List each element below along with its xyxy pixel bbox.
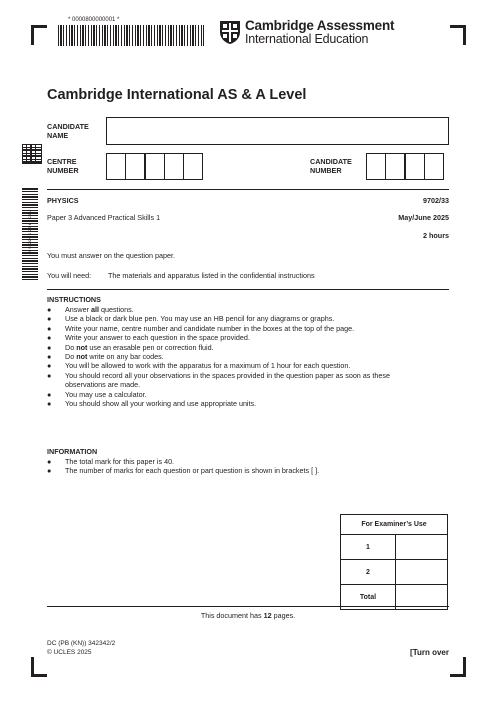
crop-mark-top-right [463,25,466,45]
crop-mark-top-left [31,25,34,45]
candidate-number-label: CANDIDATE NUMBER [310,157,352,175]
instructions-list [47,305,419,408]
examiner-mark-cell[interactable] [396,560,448,585]
information-list [47,457,419,476]
side-barcode-text: * 6 5 0 4 8 5 5 6 5 5 5 0 * [27,210,33,255]
centre-number-digit[interactable] [125,153,145,180]
examiner-row-label: Total [341,585,396,610]
qr-code [22,144,42,164]
copyright: © UCLES 2025 [47,649,92,656]
examiner-row-label: 1 [341,535,396,560]
instruction-item: ● You will be allowed to work with the apparatus for a maximum of 1 hour for each question. [47,361,351,371]
instruction-item: ● Do not write on any bar codes. [47,352,164,362]
examiner-table [340,514,448,610]
centre-number-digit[interactable] [164,153,184,180]
examiner-table-header: For Examiner’s Use [341,515,448,535]
candidate-number-digit[interactable] [385,153,405,180]
top-barcode [58,25,204,46]
candidate-name-field[interactable] [106,117,449,145]
turn-over: [Turn over [410,648,449,657]
crop-mark-top-left [31,25,47,28]
examiner-mark-cell[interactable] [396,535,448,560]
page-count: This document has 12 pages. [200,611,296,620]
brand-line-1: Cambridge Assessment [245,18,395,33]
paper-code: 9702/33 [423,196,449,205]
crop-mark-top-right [450,25,466,28]
examiner-row-label: 2 [341,560,396,585]
cambridge-shield-icon [219,20,241,50]
candidate-number-digit[interactable] [405,153,425,180]
instruction-item: ● You may use a calculator. [47,389,147,399]
brand-line-2: International Education [245,32,369,46]
information-heading: INFORMATION [47,447,98,456]
session: May/June 2025 [398,213,449,222]
centre-number-digit[interactable] [106,153,126,180]
need-text: The materials and apparatus listed in the confidential instructions [108,271,315,280]
answer-on-note: You must answer on the question paper. [47,251,175,260]
instruction-item: ● Write your name, centre number and candidate number in the boxes at the top of the page. [47,323,355,333]
candidate-number-boxes[interactable] [367,153,444,180]
divider-middle [47,289,449,290]
centre-number-label: CENTRE NUMBER [47,157,79,175]
duration: 2 hours [423,231,449,240]
centre-number-digit[interactable] [183,153,203,180]
information-item: ● The number of marks for each question or part question is shown in brackets [ ]. [47,466,320,476]
crop-mark-bottom-left [31,674,47,677]
need-label: You will need: [47,271,92,280]
centre-number-digit[interactable] [145,153,165,180]
barcode-number: * 0000800000001 * [68,17,120,23]
crop-mark-bottom-right [450,674,466,677]
divider-bottom [47,606,449,607]
page-title: Cambridge International AS & A Level [47,87,307,103]
instruction-item: ● You should record all your observations in the spaces provided in the question paper as soon as these observations are made. [47,370,390,390]
information-item: ● The total mark for this paper is 40. [47,457,175,466]
instruction-item: ● Use a black or dark blue pen. You may use an HB pencil for any diagrams or graphs. [47,314,335,324]
candidate-name-label: CANDIDATE NAME [47,122,89,140]
instruction-item: ● Write your answer to each question in the space provided. [47,333,250,343]
divider-top [47,189,449,190]
instruction-item: ● You should show all your working and use appropriate units. [47,399,257,409]
centre-number-boxes[interactable] [107,153,203,180]
footer-code: DC (PB (KN)) 342342/2 [47,640,116,647]
subject: PHYSICS [47,196,79,205]
instructions-heading: INSTRUCTIONS [47,295,101,304]
candidate-number-digit[interactable] [366,153,386,180]
paper-name: Paper 3 Advanced Practical Skills 1 [47,213,161,222]
candidate-number-digit[interactable] [424,153,444,180]
instruction-item: ● Do not use an erasable pen or correction fluid. [47,342,214,352]
instruction-item: ● Answer all questions. [47,305,134,314]
